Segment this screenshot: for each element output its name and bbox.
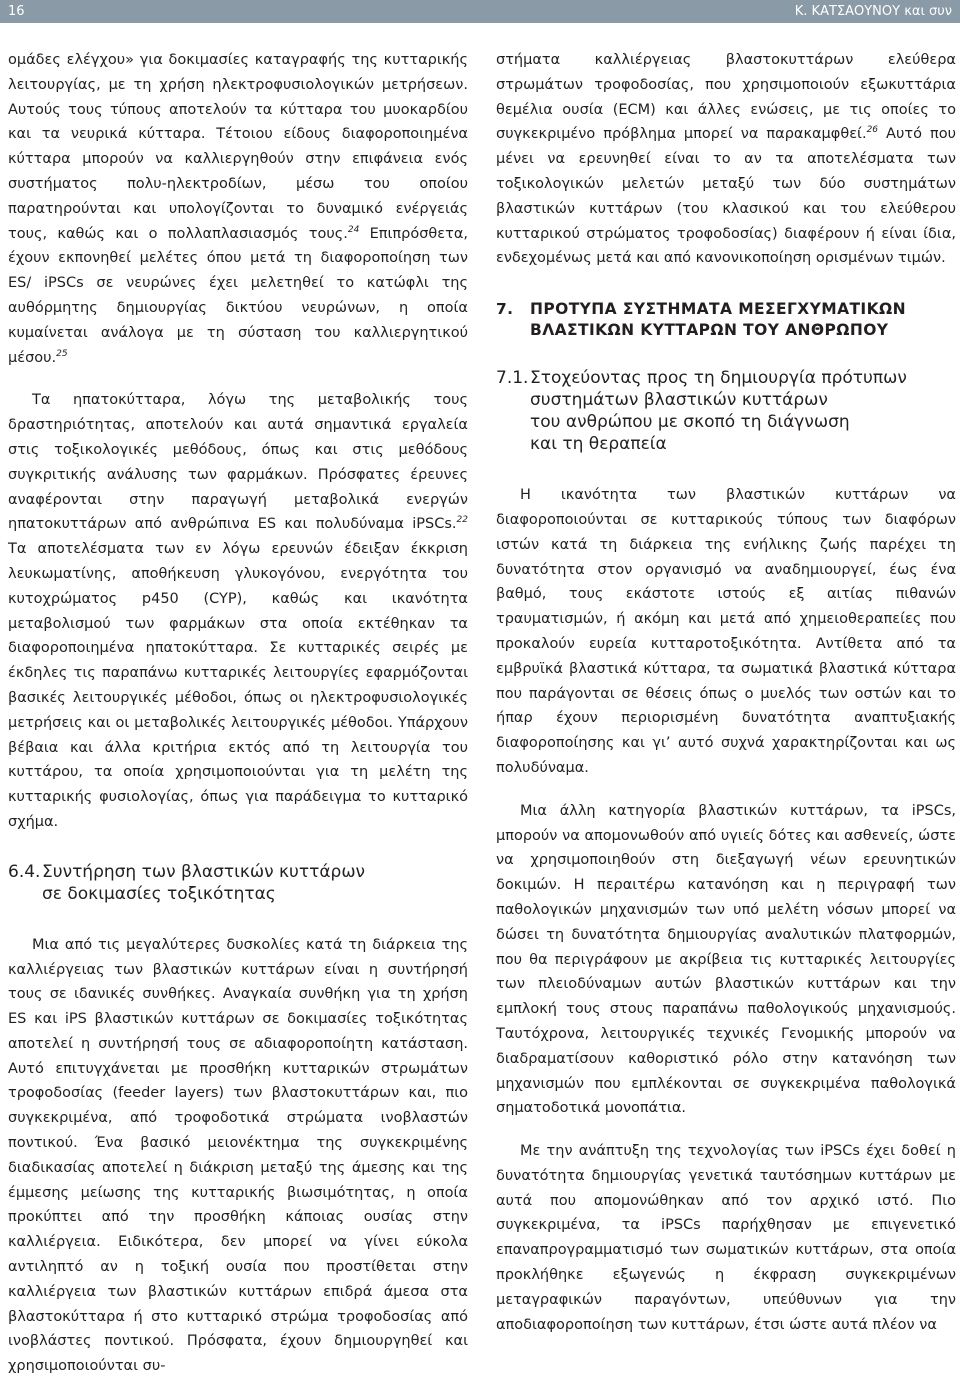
right-column	[496, 48, 956, 1337]
left-p1-text: ομάδες ελέγχου» για δοκιμασίες καταγραφής της κυτταρικής λειτουργίας, με τη χρήση ηλεκτροφυσιολογικών μετρήσεων. Αυτούς τους τύπους αποτελούν τα κύτταρα του μυοκαρδίου και τα νευρικά κύτταρα. Τέτοιου είδους διαφοροποιημένα κύτταρα μπορούν να καλλιεργηθούν στην επιφάνεια ενός συστήματος πολυ-ηλεκτροδίων, μέσω του οποίου παρατηρούνται και υπολογίζονται το δυναμικό ενέργειάς τους, καθώς και ο πολλαπλασιασμός τους.	[8, 52, 468, 242]
subsection-line-1: Στοχεύοντας προς τη δημιουργία πρότυπων	[530, 368, 907, 389]
right-paragraph-3: Μια άλλη κατηγορία βλαστικών κυττάρων, τα iPSCs, μπορούν να απομονωθούν από υγιείς δότες και ασθενείς, ώστε να χρησιμοποιηθούν στη διεξαγωγή νέων ερευνητικών δοκιμών. Η περαιτέρω κατανόηση και η περιγραφή των παθολογικών μηχανισμών των υπό μελέτη νόσων μπορεί να δώσει τη δυνατότητα δημιουργίας αναλυτικών πλατφορμών, που θα περιγράφουν με ακρίβεια τις κυτταρικές λειτουργίες των πλειοδύναμων αυτών βλαστικών κυττάρων και την εμπλοκή τους στους παραπάνω παθολογικούς μηχανισμούς. Ταυτόχρονα, λειτουργικές τεχνικές Γενομικής μπορούν να διαδραματίσουν καθοριστικό ρόλο στην κατανόηση των μηχανισμών που εμπλέκονται σε συγκεκριμένα παθολογικά σηματοδοτικά μονοπάτια.	[496, 802, 956, 1117]
right-paragraph-4: Με την ανάπτυξη της τεχνολογίας των iPSCs έχει δοθεί η δυνατότητα δημιουργίας γενετικά ταυτόσημων κυττάρων με αυτά που απομονώθηκαν από τον αρχικό ιστό. Πιο συγκεκριμένα, τα iPSCs παρήχθησαν με επιγενετικό επαναπρογραμματισμό των σωματικών κυττάρων, στα οποία προκλήθηκε εξωγενώς η έκφραση συγκεκριμένων μεταγραφικών παραγόντων, υπεύθυνων για την αποδιαφοροποίηση των κυττάρων, έτσι ώστε αυτά πλέον να	[496, 1143, 956, 1333]
right-paragraph-1	[496, 48, 956, 271]
right-paragraph-2: Η ικανότητα των βλαστικών κυττάρων να διαφοροποιούνται σε κυτταρικούς τύπους των διαφόρων ιστών κατά τη διάρκεια της ενήλικης ζωής παρέχει τη δυνατότητα στον οργανισμό να αναδημιουργεί, έως ένα βαθμό, τους εκάστοτε ιστούς εξ αιτίας πιθανών τραυματισμών, ή ακόμη και μετά από χημειοθεραπείες που προκαλούν ευρεία κυτταροτοξικότητα. Αντίθετα από τα εμβρυϊκά βλαστικά κύτταρα, τα σωματικά βλαστικά κύτταρα που παράγονται σε θέσεις όπως ο μυελός των οστών και το ήπαρ έχουν περιορισμένη δυνατότητα αναπτυξιακής διαφοροποίησης και γι’ αυτό συχνά χαρακτηρίζονται και ως πολυδύναμα.	[496, 487, 956, 776]
ref-22: 22	[456, 515, 468, 526]
left-paragraph-1	[8, 48, 468, 370]
subsection-line-3: του ανθρώπου με σκοπό τη διάγνωση	[530, 412, 850, 433]
section-line-2: ΒΛΑΣΤΙΚΩΝ ΚΥΤΤΑΡΩΝ ΤΟΥ ΑΝΘΡΩΠΟΥ	[530, 321, 889, 340]
left-paragraph-3: Μια από τις μεγαλύτερες δυσκολίες κατά τη διάρκεια της καλλιέργειας των βλαστικών κυττάρων είναι η συντήρησή τους σε ιδανικές συνθήκες. Αναγκαία συνθήκη για τη χρήση ES και iPS βλαστικών κυττάρων σε δοκιμασίες τοξικότητας αποτελεί η συντήρησή τους σε αδιαφοροποίητη κατάσταση. Αυτό επιτυγχάνεται με προσθήκη κυτταρικών στρωμάτων τροφοδοσίας (feeder layers) των βλαστοκυττάρων και, πιο συγκεκριμένα, από τροφοδοτικά στρώματα ινοβλαστών ποντικού. Ένα βασικό μειονέκτημα της συγκεκριμένης διαδικασίας αποτελεί η διάκριση μεταξύ της άμεσης και της έμμεσης μείωσης της κυτταρικής βιωσιμότητας, η οποία προκύπτει από την προσθήκη κάποιας ουσίας στην καλλιέργεια. Ειδικότερα, δεν μπορεί να γίνει εύκολα αντιληπτό αν η τοξική ουσία που προστίθεται στην καλλιέργεια των βλαστικών κυττάρων επιδρά άμεσα στα βλαστοκύτταρα ή στο κυτταρικό στρώμα τροφοδοσίας από ινοβλάστες ποντικού. Πρόσφατα, έχουν δημιουργηθεί και χρησιμοποιούνται συ-	[8, 936, 468, 1375]
heading-line-2: σε δοκιμασίες τοξικότητας	[42, 883, 276, 904]
subsection-line-2: συστημάτων βλαστικών κυττάρων	[530, 390, 828, 411]
right-p1a-text: στήματα καλλιέργειας βλαστοκυττάρων ελεύθερα στρωμάτων τροφοδοσίας, που χρησιμοποιούν εξωκυττάρια θεμέλια ουσία (ECM) και άλλες ενώσεις, με τις οποίες το συγκεκριμένο πρόβλημα μπορεί να παρακαμφθεί.	[496, 52, 956, 143]
right-p1b-text: Αυτό που μένει να ερευνηθεί είναι το αν τα αποτελέσματα των τοξικολογικών μελετών μεταξύ των δύο συστημάτων βλαστικών κυττάρων (του κλασικού και του ελεύθερου κυτταρικού στρώματος τροφοδοσίας) διαφέρουν ή είναι ίδια, ενδεχομένως μετά και από κανονικοποίηση ορισμένων τιμών.	[496, 126, 956, 267]
heading-number: 6.4.	[8, 861, 41, 882]
section-heading-7-1	[496, 367, 956, 455]
section-heading-6-4	[8, 861, 468, 905]
ref-26: 26	[866, 125, 879, 136]
subsection-number: 7.1.	[496, 368, 529, 389]
running-head: Κ. ΚΑΤΣΑΟΥΝΟΥ και συν	[794, 4, 952, 19]
subsection-line-4: και τη θεραπεία	[530, 434, 667, 455]
left-column	[8, 48, 468, 1379]
heading-line-1: Συντήρηση των βλαστικών κυττάρων	[42, 861, 366, 882]
ref-24: 24	[347, 224, 360, 235]
page-number: 16	[8, 4, 25, 19]
left-p2a-text: Τα ηπατοκύτταρα, λόγω της μεταβολικής τους δραστηριότητας, αποτελούν και αυτά σημαντικά εργαλεία στις τοξικολογικές μεθόδους, όπως και στις μεθόδους συγκριτικής ανάλυσης των φαρμάκων. Πρόσφατες έρευνες αναφέρονται στην παραγωγή μεταβολικά ενεργών ηπατοκυττάρων από ανθρώπινα ES και πολυδύναμα iPSCs.	[8, 392, 468, 533]
section-number: 7.	[496, 300, 514, 319]
page-header	[0, 0, 960, 23]
section-line-1: ΠΡΟΤΥΠΑ ΣΥΣΤΗΜΑΤΑ ΜΕΣΕΓΧΥΜΑΤΙΚΩΝ	[530, 300, 906, 319]
left-p2b-text: Τα αποτελέσματα των εν λόγω ερευνών έδειξαν έκκριση λευκωματίνης, αποθήκευση γλυκογόνου, ενεργότητα του κυτοχρώματος p450 (CYP), καθώς και ικανότητα μεταβολισμού των φαρμάκων στα οποία εκτέθηκαν τα διαφοροποιημένα ηπατοκύτταρα. Σε κυτταρικές σειρές με έκδηλες τις παραπάνω κυτταρικές λειτουργίες εφαρμόζονται βασικές λειτουργικές μέθοδοι, όπως οι ηλεκτροφυσιολογικές μετρήσεις και οι μεταβολικές λειτουργικές μέθοδοι. Υπάρχουν βέβαια και άλλα κριτήρια εκτός από τη λειτουργία του κυττάρου, τα οποία χρησιμοποιούνται για τη μελέτη της κυτταρικής φυσιολογίας, όπως για παράδειγμα το κυτταρικό σχήμα.	[8, 541, 468, 830]
left-paragraph-2	[8, 388, 468, 834]
ref-25: 25	[56, 348, 68, 359]
left-p1b-text: Επιπρόσθετα, έχουν εκπονηθεί μελέτες όπου μετά τη διαφοροποίηση των ES/ iPSCs σε νευρώνες έχει μελετηθεί το κατώφλι της αυθόρμητης δημιουργίας δικτύου νευρώνων, η οποία κυμαίνεται ανάλογα με τη σύσταση του καλλιεργητικού μέσου.	[8, 225, 468, 366]
section-heading-7	[496, 299, 956, 341]
